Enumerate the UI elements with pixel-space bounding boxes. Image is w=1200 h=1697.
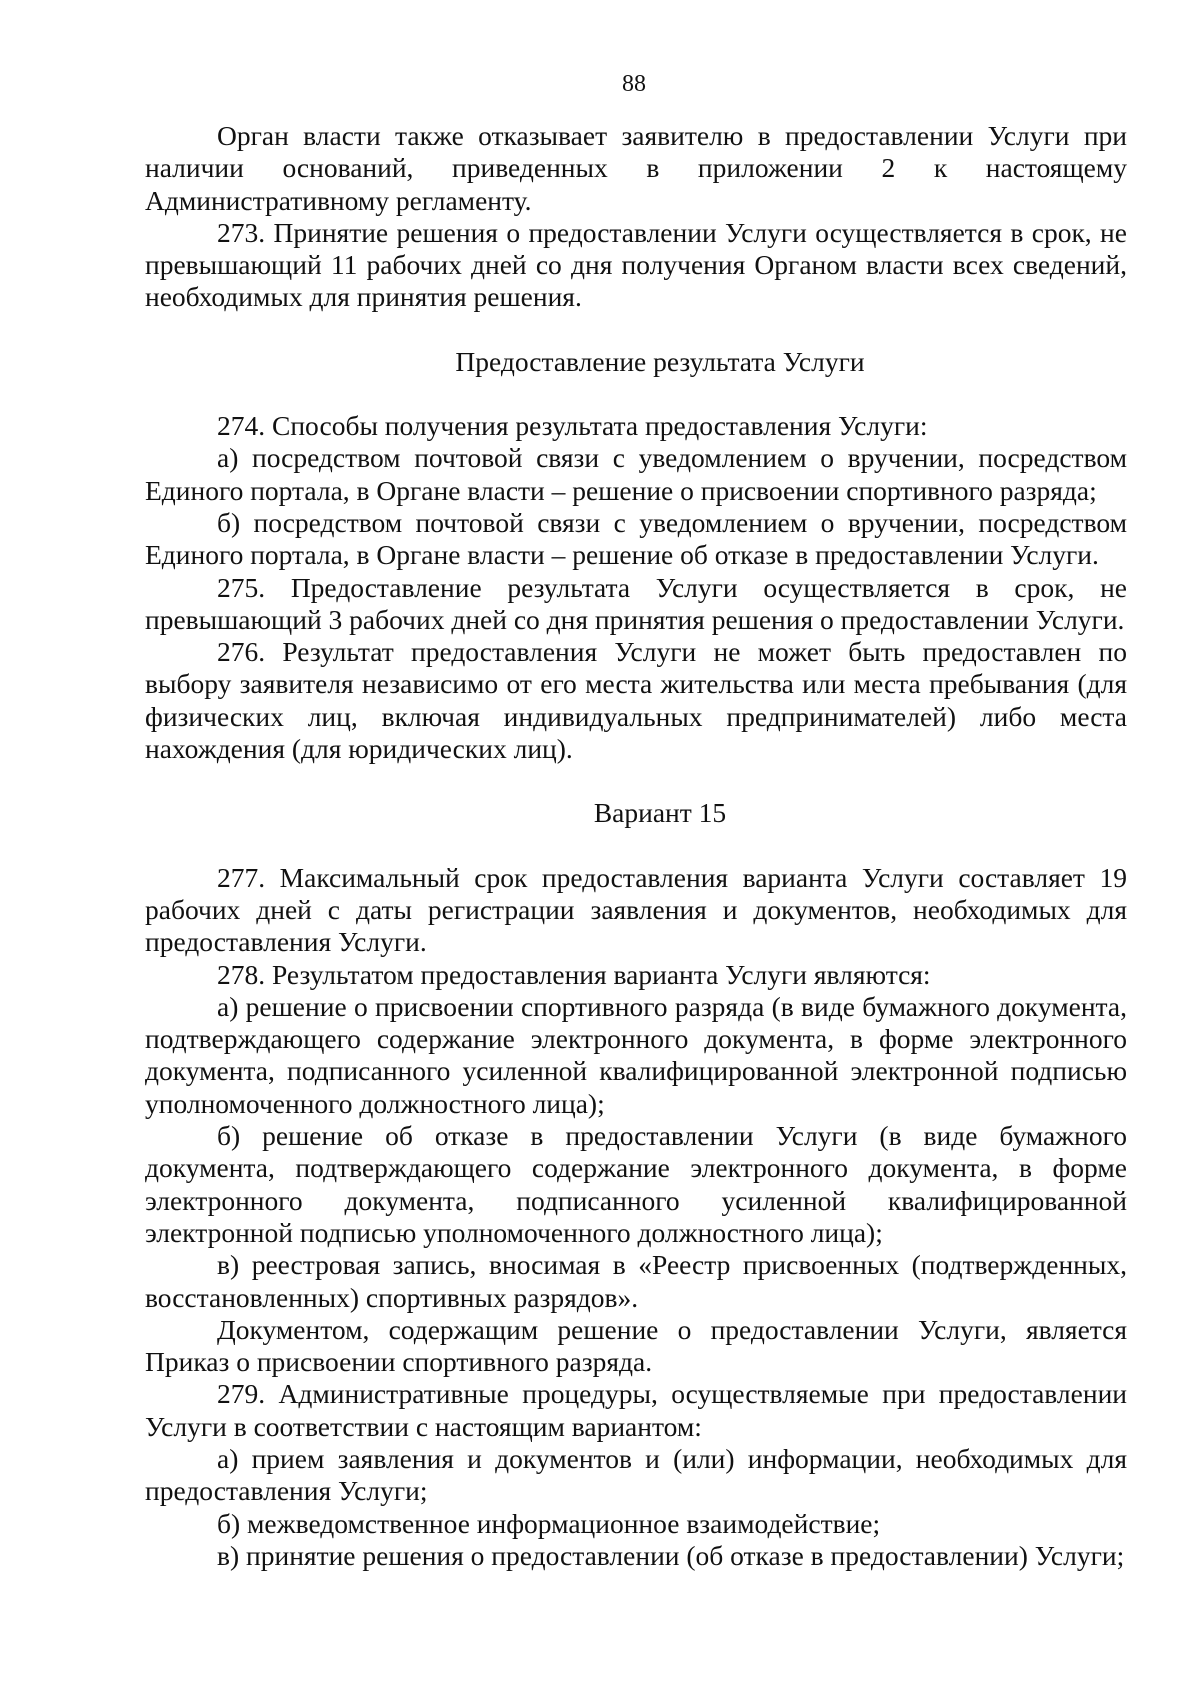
paragraph-279: 279. Административные процедуры, осуществляемые при предоставлении Услуги в соответствии с настоящим вариантом: xyxy=(145,1378,1127,1442)
paragraph-275: 275. Предоставление результата Услуги осуществляется в срок, не превышающий 3 рабочих дней со дня принятия решения о предоставлении Услуги. xyxy=(145,571,1127,635)
paragraph-document-order: Документом, содержащим решение о предоставлении Услуги, является Приказ о присвоении спортивного разряда. xyxy=(145,1313,1127,1378)
spacer xyxy=(145,378,1127,410)
spacer xyxy=(145,765,1127,797)
paragraph-278-b: б) решение об отказе в предоставлении Услуги (в виде бумажного документа, подтверждающего содержание электронного документа, в форме электронного документа, подписанного усиленной квалифицированной электронной подписью уполномоченного должностного лица); xyxy=(145,1120,1127,1248)
paragraph-277: 277. Максимальный срок предоставления варианта Услуги составляет 19 рабочих дней с даты регистрации заявления и документов, необходимых для предоставления Услуги. xyxy=(145,861,1127,958)
page-number: 88 xyxy=(622,71,646,97)
paragraph-278-v: в) реестровая запись, вносимая в «Реестр присвоенных (подтвержденных, восстановленных) спортивных разрядов». xyxy=(145,1249,1127,1313)
paragraph-279-b: б) межведомственное информационное взаимодействие; xyxy=(217,1507,881,1539)
paragraph-278: 278. Результатом предоставления варианта Услуги являются: xyxy=(217,958,931,990)
paragraph-279-v: в) принятие решения о предоставлении (об отказе в предоставлении) Услуги; xyxy=(217,1539,1125,1571)
spacer xyxy=(145,314,1127,346)
section-heading-result: Предоставление результата Услуги xyxy=(455,345,865,377)
paragraph-274: 274. Способы получения результата предоставления Услуги: xyxy=(217,410,928,442)
document-body xyxy=(145,120,1127,1572)
spacer xyxy=(145,830,1127,862)
section-heading-variant-15: Вариант 15 xyxy=(593,797,727,829)
paragraph-274-a: а) посредством почтовой связи с уведомлением о вручении, посредством Единого портала, в Органе власти – решение о присвоении спортивного разряда; xyxy=(145,442,1127,506)
paragraph-refusal-grounds: Орган власти также отказывает заявителю в предоставлении Услуги при наличии оснований, приведенных в приложении 2 к настоящему Административному регламенту. xyxy=(145,120,1127,216)
paragraph-273: 273. Принятие решения о предоставлении Услуги осуществляется в срок, не превышающий 11 рабочих дней со дня получения Органом власти всех сведений, необходимых для принятия решения. xyxy=(145,216,1127,313)
paragraph-274-b: б) посредством почтовой связи с уведомлением о вручении, посредством Единого портала, в Органе власти – решение об отказе в предоставлении Услуги. xyxy=(145,506,1127,571)
paragraph-276: 276. Результат предоставления Услуги не может быть предоставлен по выбору заявителя независимо от его места жительства или места пребывания (для физических лиц, включая индивидуальных предпринимателей) либо места нахождения (для юридических лиц). xyxy=(145,636,1127,765)
paragraph-279-a: а) прием заявления и документов и (или) информации, необходимых для предоставления Услуги; xyxy=(145,1442,1127,1507)
paragraph-278-a: а) решение о присвоении спортивного разряда (в виде бумажного документа, подтверждающего содержание электронного документа, в форме электронного документа, подписанного усиленной квалифицированной электронной подписью уполномоченного должностного лица); xyxy=(145,990,1127,1119)
